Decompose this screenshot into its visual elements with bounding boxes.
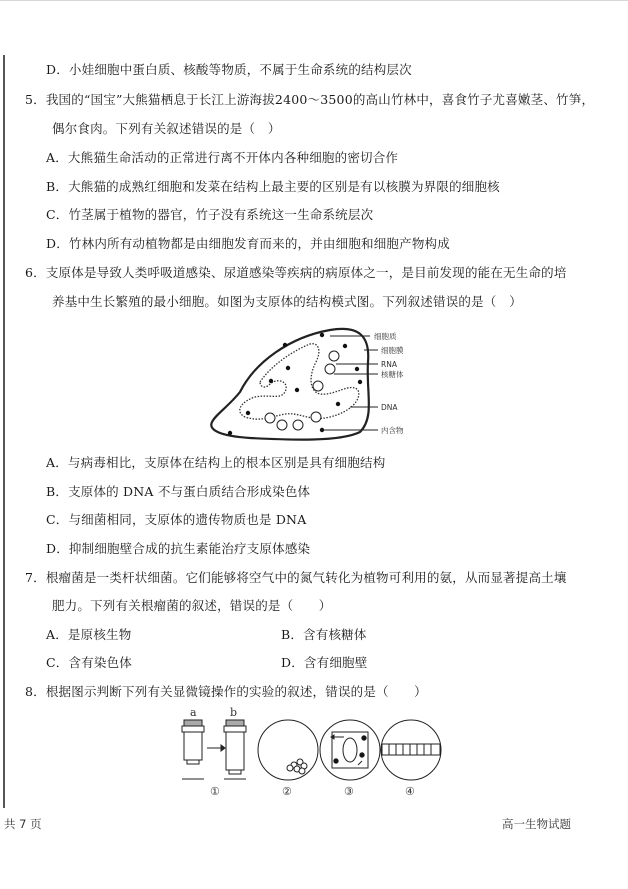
field-of-view-4 xyxy=(381,720,441,780)
q7-option-b: B．含有核糖体 xyxy=(281,627,367,642)
label-inclusion: 内含物 xyxy=(381,426,404,435)
label-dna: DNA xyxy=(381,403,398,412)
q7-option-d: D．含有细胞壁 xyxy=(281,655,368,670)
label-ribosome: 核糖体 xyxy=(381,370,404,379)
microscope-operation-figure xyxy=(170,705,450,800)
binding-margin-line xyxy=(3,55,5,808)
label-rna: RNA xyxy=(381,360,397,369)
q7-option-a: A．是原核生物 xyxy=(46,627,132,642)
q6-stem-line2: 养基中生长繁殖的最小细胞。如图为支原体的结构模式图。下列叙述错误的是（ ） xyxy=(52,294,522,309)
field-of-view-3 xyxy=(320,720,380,780)
q4-option-d: D．小娃细胞中蛋白质、核酸等物质，不属于生命系统的结构层次 xyxy=(46,62,412,77)
top-border xyxy=(0,0,628,1)
q6-option-a: A．与病毒相比，支原体在结构上的根本区别是具有细胞结构 xyxy=(46,455,386,470)
objective-lens-b xyxy=(224,706,246,779)
q5-option-c: C．竹茎属于植物的器官，竹子没有系统这一生命系统层次 xyxy=(46,207,374,222)
q7-stem-line1: 7．根瘤菌是一类杆状细菌。它们能够将空气中的氮气转化为植物可利用的氨，从而显著提高土壤 xyxy=(25,570,567,585)
subject-footer: 高一生物试题 xyxy=(502,817,571,831)
q5-stem-line1: 5．我国的“国宝”大熊猫栖息于长江上游海拔2400～3500的高山竹林中，喜食竹子尤喜嫩茎、竹笋， xyxy=(25,92,595,107)
label-b: b xyxy=(230,706,238,719)
arrow-a-to-b xyxy=(207,745,225,751)
q5-option-b: B．大熊猫的成熟红细胞和发菜在结构上最主要的区别是有以核膜为界限的细胞核 xyxy=(46,179,500,194)
q6-stem-line1: 6．支原体是导致人类呼吸道感染、尿道感染等疾病的病原体之一，是目前发现的能在无生命的培 xyxy=(25,265,567,280)
figure-number-1: ① xyxy=(210,785,220,798)
label-cell-membrane: 细胞膜 xyxy=(381,346,404,355)
label-cytoplasm: 细胞质 xyxy=(374,332,397,341)
label-a: a xyxy=(190,706,197,719)
q6-option-c: C．与细菌相同，支原体的遗传物质也是 DNA xyxy=(46,512,307,527)
objective-lens-a xyxy=(182,706,204,779)
q6-option-b: B．支原体的 DNA 不与蛋白质结合形成染色体 xyxy=(46,484,311,499)
figure-number-4: ④ xyxy=(405,785,415,798)
field-of-view-2 xyxy=(258,720,318,780)
figure-number-3: ③ xyxy=(344,785,354,798)
figure-number-2: ② xyxy=(282,785,292,798)
page-count-footer: 共 7 页 xyxy=(4,817,42,831)
q5-stem-line2: 偶尔食肉。下列有关叙述错误的是（ ） xyxy=(52,121,281,136)
q6-option-d: D．抑制细胞壁合成的抗生素能治疗支原体感染 xyxy=(46,541,311,556)
q7-option-c: C．含有染色体 xyxy=(46,655,132,670)
mycoplasma-structure-diagram xyxy=(200,322,420,444)
q5-option-d: D．竹林内所有动植物都是由细胞发育而来的，并由细胞和细胞产物构成 xyxy=(46,236,450,251)
q8-stem: 8．根据图示判断下列有关显微镜操作的实验的叙述，错误的是（ ） xyxy=(25,684,427,699)
q5-option-a: A．大熊猫生命活动的正常进行离不开体内各种细胞的密切合作 xyxy=(46,150,399,165)
q7-stem-line2: 肥力。下列有关根瘤菌的叙述，错误的是（ ） xyxy=(52,598,332,613)
